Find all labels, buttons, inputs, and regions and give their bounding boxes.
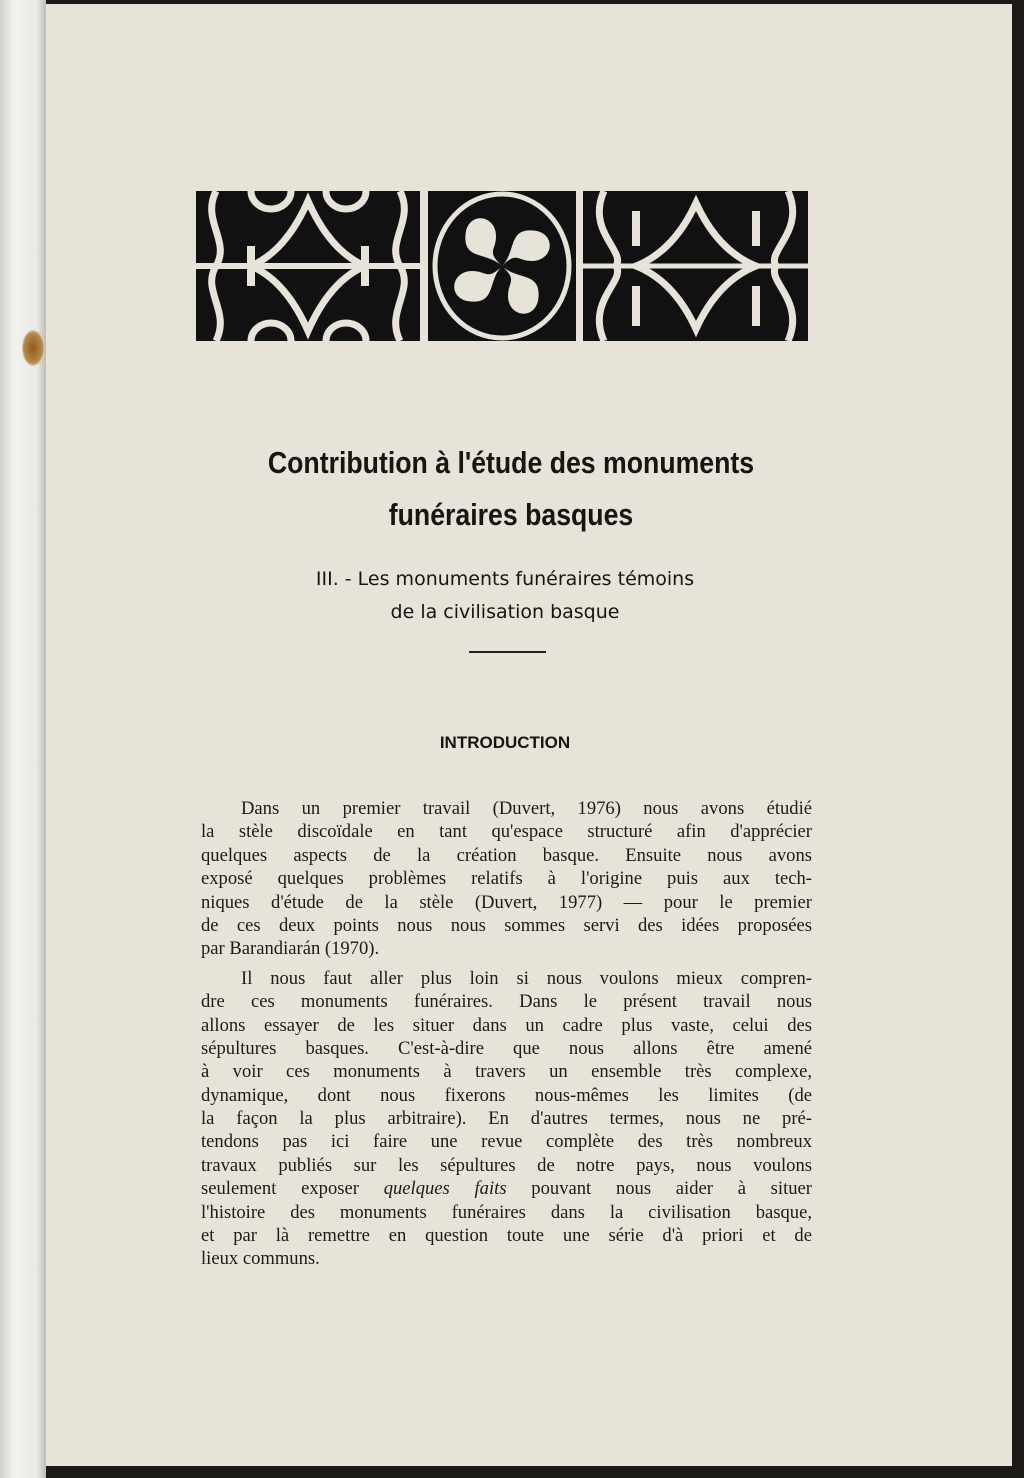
subtitle-line-1: III. - Les monuments funéraires témoins <box>315 568 695 590</box>
text-line: dre ces monuments funéraires. Dans le présent travail nous <box>201 991 812 1013</box>
text-line: Il nous faut aller plus loin si nous voulons mieux compren- <box>241 967 812 989</box>
paragraph-1 <box>201 797 812 961</box>
left-ornament-panel <box>196 191 420 341</box>
text-line: par Barandiarán (1970). <box>201 938 380 960</box>
article-title-line-2: funéraires basques <box>388 497 634 532</box>
italic-emphasis: quelques faits <box>383 1178 507 1200</box>
text-line: de ces deux points nous nous sommes servi des idées proposées <box>201 914 812 936</box>
text-line: niques d'étude de la stèle (Duvert, 1977) — pour le premier <box>201 891 812 913</box>
text-line-with-italic <box>201 1177 812 1200</box>
text-line: l'histoire des monuments funéraires dans la civilisation basque, <box>201 1201 812 1223</box>
body-text <box>201 797 812 1277</box>
text-line: tendons pas ici faire une revue complète des très nombreux <box>201 1131 812 1153</box>
text-line: à voir ces monuments à travers un ensemble très complexe, <box>201 1061 812 1083</box>
text-line: allons essayer de les situer dans un cadre plus vaste, celui des <box>201 1014 812 1036</box>
paragraph-2 <box>201 967 812 1271</box>
subtitle-line-2: de la civilisation basque <box>390 601 620 623</box>
text-line: la stèle discoïdale en tant qu'espace structuré afin d'apprécier <box>201 821 812 843</box>
text-line: quelques aspects de la création basque. Ensuite nous avons <box>201 844 812 866</box>
text-line: sépultures basques. C'est-à-dire que nous allons être amené <box>201 1037 812 1059</box>
text-line: la façon la plus arbitraire). En d'autres termes, nous ne pré- <box>201 1108 812 1130</box>
basque-ornament-banner <box>196 191 808 341</box>
text-line: dynamique, dont nous fixerons nous-mêmes les limites (de <box>201 1084 812 1106</box>
text-line: et par là remettre en question toute une série d'à priori et de <box>201 1225 812 1247</box>
text-line: Dans un premier travail (Duvert, 1976) nous avons étudié <box>241 798 812 819</box>
text-line: travaux publiés sur les sépultures de notre pays, nous voulons <box>201 1154 812 1176</box>
lauburu-panel <box>428 191 576 341</box>
text-fragment: seulement exposer <box>201 1178 384 1200</box>
section-heading: INTRODUCTION <box>439 733 571 752</box>
paper-stain <box>22 330 44 366</box>
text-line: exposé quelques problèmes relatifs à l'origine puis aux tech- <box>201 868 812 890</box>
title-divider <box>469 651 546 653</box>
text-line: lieux communs. <box>201 1248 320 1270</box>
text-fragment: pouvant nous aider à situer <box>506 1178 812 1200</box>
article-title-line-1: Contribution à l'étude des monuments <box>267 445 755 480</box>
right-ornament-panel <box>583 191 808 341</box>
